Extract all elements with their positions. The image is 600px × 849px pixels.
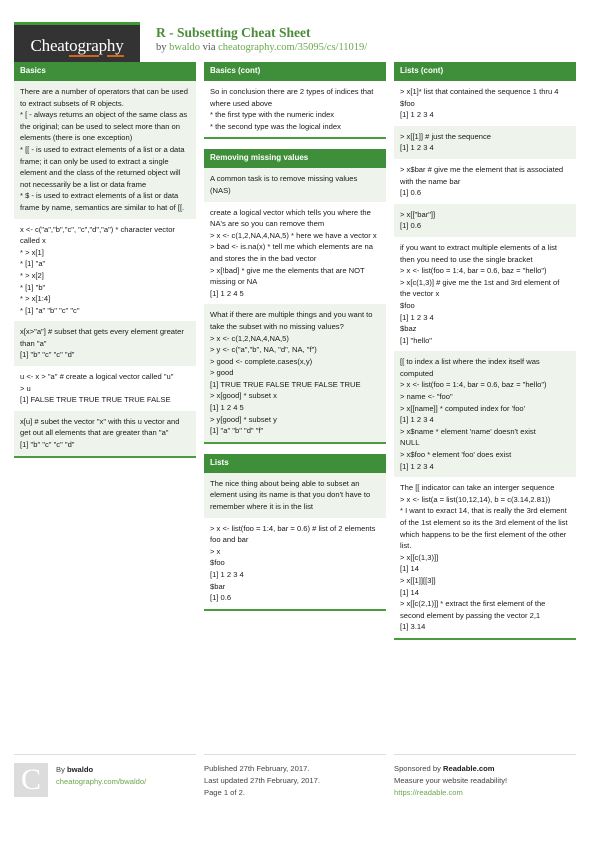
cheatography-logo[interactable] <box>14 22 140 64</box>
card-row-line: [1] 14 <box>400 564 419 574</box>
card-row-line: > x <- c(1,2,NA,4,NA,5) <box>210 333 289 343</box>
card-title: Removing missing values <box>204 149 386 168</box>
card-row-line: * the second type was the logical index <box>210 121 341 131</box>
footer-sponsor-line <box>394 763 576 775</box>
card-row-line: [1] 1 2 4 5 <box>210 403 244 413</box>
card-row-line: > x <- list(foo = 1:4, bar = 0.6, baz = "hello") <box>400 380 547 390</box>
card-row-line: if you want to extract multiple elements of a list then you need to use the single bracket <box>400 242 558 264</box>
card-row-line: > x[[1]] # just the sequence <box>400 131 491 141</box>
card-row-line: * [1] "b" <box>20 282 46 292</box>
cheatsheet-columns <box>14 62 586 744</box>
card-title: Basics <box>14 62 196 81</box>
card-row <box>394 237 576 351</box>
card-row-line: > x$name * element 'name' doesn't exist <box>400 426 536 436</box>
cheatsheet-column <box>14 62 196 468</box>
card-row-line: * [[ - is used to extract elements of a list or a data frame; it can only be used to extract a single element and the class of the returned object will not necessarily be a list or data frame <box>20 144 185 189</box>
card-row-line: > x[[name]] * computed index for 'foo' <box>400 403 526 413</box>
card-row-line: > y[good] * subset y <box>210 414 277 424</box>
card-row <box>394 351 576 477</box>
card-row-line: x[x>"a"] # subset that gets every element greater than "a" <box>20 327 184 348</box>
card-row-line: > bad <- is.na(x) * tell me which elements are na and stores the in the bad vector <box>210 242 373 263</box>
card-row-line: $foo <box>400 98 415 108</box>
card-row-line: * > x[2] <box>20 270 44 280</box>
card-row-line: $baz <box>400 324 417 334</box>
page-header <box>14 0 586 62</box>
cheatsheet-card <box>394 62 576 640</box>
footer-published: Published 27th February, 2017. <box>204 764 310 773</box>
card-row-line: > x <- list(a = list(10,12,14), b = c(3.14,2.81)) <box>400 494 551 504</box>
card-row-line: * I want to exract 14, that is really the 3rd element of the 1st element so its the 3rd element of the list which happens to be the first element of the other list. <box>400 506 568 551</box>
footer-sponsor-url[interactable]: https://readable.com <box>394 788 463 797</box>
card-row-line: > x[[1]][[3]] <box>400 575 436 585</box>
cheatsheet-card <box>204 149 386 443</box>
logo-text: Cheatography <box>30 35 124 55</box>
card-row-line: A common task is to remove missing values (NAS) <box>210 174 358 195</box>
card-row <box>14 411 196 456</box>
card-row-line: [1] 0.6 <box>400 221 422 231</box>
card-title: Basics (cont) <box>204 62 386 81</box>
card-row <box>394 477 576 638</box>
card-row-line: x[u] # subet the vector "x" with this u vector and get out all elements that are greater than "a" <box>20 416 180 438</box>
footer-author-name: bwaldo <box>66 765 94 774</box>
card-row-line: > x[["bar"]] <box>400 209 436 219</box>
card-row-line: > x <box>210 546 221 556</box>
card-row-line: u <- x > "a" # create a logical vector called "u" <box>20 372 174 382</box>
card-row-line: [1] "b" "c" "c" "d" <box>20 440 75 450</box>
card-row-line: > u <box>20 383 31 393</box>
card-row-line: > x[1]* list that contained the sequence 1 thru 4 <box>400 87 559 96</box>
card-row-line: * $ - is used to extract elements of a list or data frame by name, semantics are similar to hat of [[. <box>20 191 185 212</box>
page-byline <box>156 41 367 55</box>
card-row-line: > x <- c(1,2,NA,4,NA,5) * here we have a vector x <box>210 230 377 240</box>
card-row-line: * [1] "a" "b" "c" "c" <box>20 305 80 315</box>
cheatsheet-card <box>204 62 386 139</box>
card-row <box>204 168 386 201</box>
cheatsheet-column <box>204 62 386 621</box>
card-row <box>14 219 196 322</box>
footer-updated: Last updated 27th February, 2017. <box>204 776 320 785</box>
card-row-line: So in conclusion there are 2 types of indices that where used above <box>210 87 374 108</box>
card-row <box>394 204 576 237</box>
byline-author-link[interactable]: bwaldo <box>169 42 201 53</box>
card-row-line: > x[good] * subset x <box>210 391 277 401</box>
card-row-line: > x <- list(foo = 1:4, bar = 0.6, baz = "hello") <box>400 266 547 276</box>
card-row-line: NULL <box>400 438 420 448</box>
card-row-line: > x[!bad] * give me the elements that are NOT missing or NA <box>210 265 365 287</box>
footer-publish-column <box>204 754 386 799</box>
card-row-line: [1] "a" "b" "d" "f" <box>210 426 264 436</box>
cheatsheet-column <box>394 62 576 650</box>
card-row-line: x <- c("a","b","c", "c","d","a") * character vector called x <box>20 224 175 246</box>
card-row <box>204 518 386 609</box>
card-row-line: > good <box>210 368 234 378</box>
card-row-line: * the first type with the numeric index <box>210 110 335 120</box>
footer-author-url[interactable]: cheatography.com/bwaldo/ <box>56 777 147 786</box>
card-row-line: > x$foo * element 'foo' does exist <box>400 450 512 460</box>
title-block <box>140 22 367 55</box>
card-row-line: [1] 1 2 4 5 <box>210 288 244 298</box>
card-row-line: [1] FALSE TRUE TRUE TRUE TRUE FALSE <box>20 395 171 405</box>
card-row-line: [1] 1 2 3 4 <box>400 143 434 153</box>
author-avatar: C <box>14 763 48 797</box>
card-row-line: The nice thing about being able to subset an element using its name is that you don't have to remember where it is in the list <box>210 478 371 512</box>
footer-page-number: Page 1 of 2. <box>204 788 245 797</box>
byline-prefix: by <box>156 42 170 53</box>
card-row-line: [1] 1 2 3 4 <box>400 461 434 471</box>
card-row-line: [1] 0.6 <box>400 188 422 198</box>
card-title: Lists (cont) <box>394 62 576 81</box>
card-row-line: > x[[c(2,1)]] * extract the first element of the second element by passing the vector 2,1 <box>400 599 546 620</box>
card-row-line: [1] "b" "c" "c" "d" <box>20 350 75 360</box>
card-row-line: $foo <box>400 300 415 310</box>
card-row-line: [1] TRUE TRUE FALSE TRUE FALSE TRUE <box>210 379 361 389</box>
card-row-line: > name <- "foo" <box>400 392 453 402</box>
footer-author-column <box>14 754 196 799</box>
card-title: Lists <box>204 454 386 473</box>
card-row-line: [1] 14 <box>400 587 419 597</box>
card-row-line: [1] 3.14 <box>400 622 426 632</box>
cheatsheet-card <box>14 62 196 458</box>
card-row-line: > x[c(1,3)] # give me the 1st and 3rd element of the vector x <box>400 277 560 299</box>
card-row <box>394 126 576 159</box>
byline-source-link[interactable]: cheatography.com/35095/cs/11019/ <box>218 42 368 53</box>
card-row-line: $foo <box>210 558 225 568</box>
footer-sponsor-tagline: Measure your website readability! <box>394 776 508 785</box>
footer-by-line <box>56 764 146 776</box>
card-row <box>204 473 386 518</box>
card-row <box>14 366 196 411</box>
card-row <box>394 81 576 126</box>
card-row-line: > x <- list(foo = 1:4, bar = 0.6) # list of 2 elements foo and bar <box>210 523 376 545</box>
card-row-line: What if there are multiple things and you want to take the subset with no missing values? <box>210 310 373 331</box>
card-row-line: > x[[c(1,3)]] <box>400 552 439 562</box>
card-row-line: [1] 1 2 3 4 <box>400 110 434 120</box>
byline-mid: via <box>200 42 219 53</box>
card-row-line: [1] 1 2 3 4 <box>400 312 434 322</box>
card-row <box>204 202 386 305</box>
footer-by-label: By <box>56 765 67 774</box>
card-row-line: * [ - always returns an object of the same class as the original; can be used to select more than on elements (there is one exception) <box>20 110 188 143</box>
card-row <box>14 81 196 219</box>
card-row-line: * [1] "a" <box>20 259 46 269</box>
card-row-line: [1] 1 2 3 4 <box>210 570 244 579</box>
card-row-line: [[ to index a list where the index itself was computed <box>400 357 540 378</box>
card-row-line: * > x[1] <box>20 247 44 257</box>
footer-sponsor-name[interactable]: Readable.com <box>442 764 495 773</box>
card-row-line: $bar <box>210 581 226 591</box>
card-row-line: [1] 1 2 3 4 <box>400 415 434 425</box>
card-row-line: * > x[1:4] <box>20 294 51 304</box>
card-row <box>204 304 386 442</box>
page-title: R - Subsetting Cheat Sheet <box>156 25 311 40</box>
card-row-line: create a logical vector which tells you where the NA's are so you can remove them <box>210 207 371 229</box>
card-row-line: There are a number of operators that can be used to extract subsets of R objects. <box>20 87 189 108</box>
card-row-line: > good <- complete.cases(x,y) <box>210 356 313 366</box>
card-row-line: The [[ indicator can take an interger sequence <box>400 483 555 493</box>
card-row-line: > y <- c("a","b", NA, "d", NA, "f") <box>210 345 317 355</box>
card-row <box>204 81 386 137</box>
page-footer <box>14 744 586 799</box>
footer-sponsor-prefix: Sponsored by <box>394 764 443 773</box>
footer-sponsor-column <box>394 754 576 799</box>
card-row-line: [1] 0.6 <box>210 593 232 603</box>
cheatsheet-card <box>204 454 386 611</box>
card-row <box>14 321 196 366</box>
card-row <box>394 159 576 204</box>
card-row-line: > x$bar # give me the element that is associated with the name bar <box>400 164 564 186</box>
card-row-line: [1] "hello" <box>400 335 432 345</box>
